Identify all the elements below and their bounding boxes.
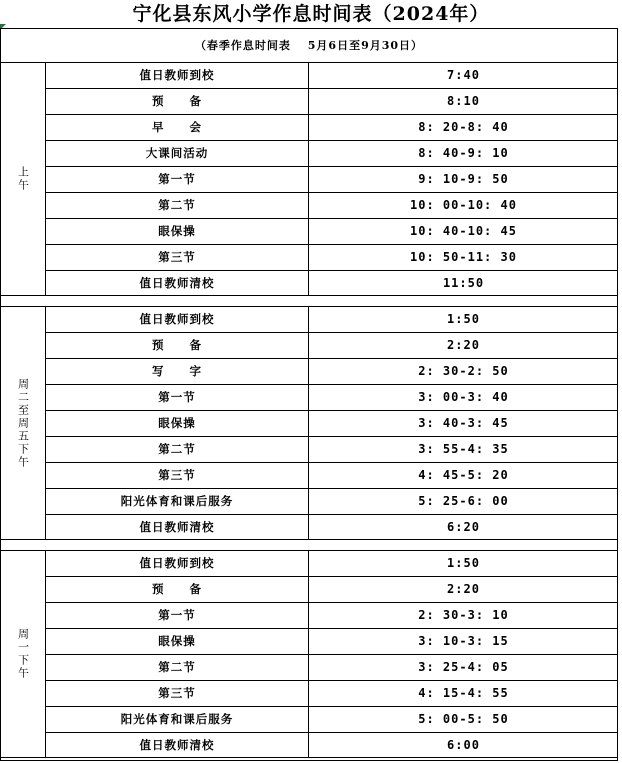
table-row xyxy=(46,706,618,732)
table-row xyxy=(46,576,618,602)
schedule-subtitle: （春季作息时间表 5月6日至9月30日） xyxy=(194,39,424,52)
time-cell: 8:10 xyxy=(447,94,480,108)
time-cell: 3: 55-4: 35 xyxy=(418,442,509,456)
activity-cell: 写 字 xyxy=(46,359,309,384)
table-row xyxy=(46,244,618,270)
time-cell: 6:00 xyxy=(447,738,480,752)
activity-cell: 预 备 xyxy=(46,577,309,602)
time-cell: 10: 50-11: 30 xyxy=(410,250,517,264)
time-cell: 4: 45-5: 20 xyxy=(418,468,509,482)
page-title: 宁化县东风小学作息时间表（2024年） xyxy=(132,3,490,25)
time-cell: 3: 25-4: 05 xyxy=(418,660,509,674)
time-cell: 1:50 xyxy=(447,312,480,326)
activity-cell: 眼保操 xyxy=(46,411,309,436)
time-cell: 11:50 xyxy=(442,276,485,290)
table-row xyxy=(46,602,618,628)
table-row xyxy=(46,358,618,384)
activity-cell: 值日教师清校 xyxy=(46,733,309,758)
activity-cell: 第三节 xyxy=(46,245,309,270)
section-gap xyxy=(0,296,618,306)
time-cell: 9: 10-9: 50 xyxy=(418,172,509,186)
section-label xyxy=(0,550,46,758)
activity-cell: 第二节 xyxy=(46,437,309,462)
activity-cell: 第二节 xyxy=(46,655,309,680)
section-morning xyxy=(0,62,618,296)
activity-cell: 阳光体育和课后服务 xyxy=(46,707,309,732)
time-cell: 3: 10-3: 15 xyxy=(418,634,509,648)
table-row xyxy=(46,384,618,410)
table-row xyxy=(46,140,618,166)
time-cell: 6:20 xyxy=(447,520,480,534)
time-cell: 5: 00-5: 50 xyxy=(418,712,509,726)
table-row xyxy=(46,680,618,706)
activity-cell: 值日教师清校 xyxy=(46,271,309,296)
time-cell: 2: 30-3: 10 xyxy=(418,608,509,622)
table-row xyxy=(46,306,618,332)
activity-cell: 值日教师到校 xyxy=(46,63,309,88)
table-row xyxy=(46,166,618,192)
time-cell: 2: 30-2: 50 xyxy=(418,364,509,378)
activity-cell: 第三节 xyxy=(46,681,309,706)
section-gap xyxy=(0,540,618,550)
activity-cell: 预 备 xyxy=(46,89,309,114)
section-label-text: 上午 xyxy=(16,166,30,192)
activity-cell: 值日教师到校 xyxy=(46,307,309,332)
activity-cell: 早 会 xyxy=(46,115,309,140)
table-row xyxy=(46,436,618,462)
table-row xyxy=(46,410,618,436)
table-row xyxy=(46,270,618,296)
table-row xyxy=(46,514,618,540)
time-cell: 3: 00-3: 40 xyxy=(418,390,509,404)
activity-cell: 第二节 xyxy=(46,193,309,218)
table-row xyxy=(46,654,618,680)
table-row xyxy=(46,550,618,576)
section-tue-fri-afternoon xyxy=(0,306,618,540)
time-cell: 3: 40-3: 45 xyxy=(418,416,509,430)
time-cell: 10: 00-10: 40 xyxy=(410,198,517,212)
activity-cell: 第三节 xyxy=(46,463,309,488)
time-cell: 7:40 xyxy=(447,68,480,82)
activity-cell: 眼保操 xyxy=(46,629,309,654)
time-cell: 8: 40-9: 10 xyxy=(418,146,509,160)
section-monday-afternoon xyxy=(0,550,618,758)
activity-cell: 第一节 xyxy=(46,167,309,192)
time-cell: 10: 40-10: 45 xyxy=(410,224,517,238)
activity-cell: 值日教师清校 xyxy=(46,515,309,540)
table-row xyxy=(46,218,618,244)
time-cell: 8: 20-8: 40 xyxy=(418,120,509,134)
activity-cell: 阳光体育和课后服务 xyxy=(46,489,309,514)
activity-cell: 第一节 xyxy=(46,603,309,628)
table-row xyxy=(46,732,618,758)
time-cell: 2:20 xyxy=(447,338,480,352)
section-label-text: 周二至周五下午 xyxy=(16,377,30,469)
section-label-text: 周一下午 xyxy=(16,628,30,680)
table-row xyxy=(46,332,618,358)
time-cell: 1:50 xyxy=(447,556,480,570)
activity-cell: 第一节 xyxy=(46,385,309,410)
activity-cell: 预 备 xyxy=(46,333,309,358)
table-row xyxy=(46,88,618,114)
table-row xyxy=(46,62,618,88)
activity-cell: 值日教师到校 xyxy=(46,551,309,576)
table-row xyxy=(46,628,618,654)
activity-cell: 大课间活动 xyxy=(46,141,309,166)
section-label xyxy=(0,306,46,540)
time-cell: 4: 15-4: 55 xyxy=(418,686,509,700)
section-label xyxy=(0,62,46,296)
table-row xyxy=(46,462,618,488)
activity-cell: 眼保操 xyxy=(46,219,309,244)
table-row xyxy=(46,192,618,218)
table-row xyxy=(46,114,618,140)
table-row xyxy=(46,488,618,514)
time-cell: 5: 25-6: 00 xyxy=(418,494,509,508)
time-cell: 2:20 xyxy=(447,582,480,596)
